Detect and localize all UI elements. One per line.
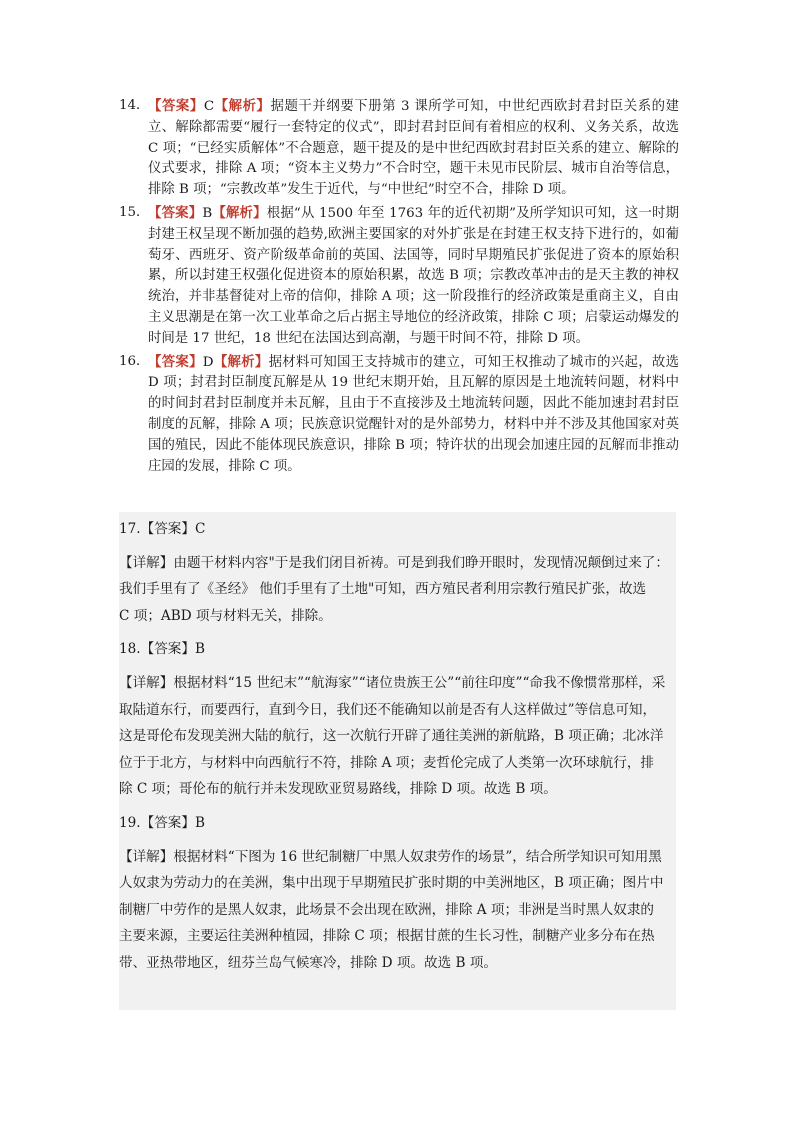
answer-letter: B <box>202 205 213 221</box>
answer-letter: C <box>203 99 215 114</box>
question-19-line: 带、亚热带地区，纽芬兰岛气候寒冷，排除 D 项。故选 B 项。 <box>119 954 498 971</box>
question-17-heading: 17.【答案】C <box>119 521 206 537</box>
question-18-heading: 18.【答案】B <box>119 641 205 658</box>
question-18-line: 取陆道东行，而要西行，直到今日，我们还不能确知以前是否有人这样做过”等信息可知， <box>119 701 657 718</box>
question-number: 15． <box>119 204 150 220</box>
analysis-tag: 【解析】 <box>213 353 269 370</box>
question-16-explanation <box>119 352 679 478</box>
question-number: 16． <box>119 353 150 369</box>
question-19-line: 人奴隶为劳动力的在美洲，集中出现于早期殖民扩张时期的中美洲地区，B 项正确；图片中 <box>119 875 664 892</box>
answers-lower-section <box>119 512 676 1010</box>
question-number: 14． <box>119 98 150 113</box>
question-17-line: 【详解】由题干材料内容"于是我们闭目祈祷。可是到我们睁开眼时，发现情况颠倒过来了： <box>119 554 669 571</box>
answer-tag: 【答案】 <box>148 98 204 114</box>
question-19-line: 【详解】根据材料“下图为 16 世纪制糖厂中黑人奴隶劳作的场景”，结合所学知识可知用黑 <box>119 848 662 865</box>
question-17-line: C 项；ABD 项与材料无关，排除。 <box>119 607 332 624</box>
explanation-text: 根据“从 1500 年至 1763 年的近代初期”及所学知识可知，这一时期封建王权呈现不断加强的趋势,欧洲主要国家的对外扩张是在封建王权支持下进行的，如葡萄牙、西班牙、资产阶级革命前的英国、法国等，同时早期殖民扩张促进了资本的原始积累，所以封建王权强化促进资本的原始积累，故选 B 项；宗教改革冲击的是天主教的神权统治，并非基督徒对上帝的信仰，排除 A 项；这一阶段推行的经济政策是重商主义，自由主义思潮是在第一次工业革命之后占据主导地位的经济政策，排除 C 项；启蒙运动爆发的时间是 17 世纪，18 世纪在法国达到高潮，与题干时间不符，排除 D 项。 <box>148 205 680 346</box>
answer-tag: 【答案】 <box>148 204 203 221</box>
question-15-explanation <box>119 203 679 350</box>
analysis-tag: 【解析】 <box>212 204 267 221</box>
question-18-line: 除 C 项；哥伦布的航行并未发现欧亚贸易路线，排除 D 项。故选 B 项。 <box>119 781 557 798</box>
question-19-heading: 19.【答案】B <box>119 814 205 831</box>
answers-upper-section <box>119 96 679 479</box>
question-14-explanation <box>119 96 679 201</box>
question-18-line: 这是哥伦布发现美洲大陆的航行，这一次航行开辟了通往美洲的新航路，B 项正确；北冰洋 <box>119 728 664 745</box>
answer-letter: D <box>202 354 214 370</box>
question-17-line: 我们手里有了《圣经》 他们手里有了土地"可知，西方殖民者利用宗教行殖民扩张，故选 <box>119 581 647 598</box>
analysis-tag: 【解析】 <box>214 98 271 114</box>
explanation-text: 据题干并纲要下册第 3 课所学可知，中世纪西欧封君封臣关系的建立、解除都需要“履行一套特定的仪式”，即封君封臣间有着相应的权利、义务关系，故选 C 项；“已经实质解体”不合题意，题干提及的是中世纪西欧封君封臣关系的建立、解除的仪式要求，排除 A 项；“资本主义势力”不合时空，题干未见市民阶层、城市自治等信息，排除 B 项；“宗教改革”发生于近代，与“中世纪”时空不合，排除 D 项。 <box>148 99 680 198</box>
question-18-line: 位于于北方，与材料中向西航行不符，排除 A 项；麦哲伦完成了人类第一次环球航行，排 <box>119 754 655 771</box>
question-18-line: 【详解】根据材料“15 世纪末”“航海家”“诸位贵族王公”“前往印度”“命我不像惯常那样，采 <box>119 674 666 691</box>
answer-tag: 【答案】 <box>148 353 203 370</box>
question-19-line: 制糖厂中劳作的是黑人奴隶，此场景不会出现在欧洲，排除 A 项；非洲是当时黑人奴隶的 <box>119 901 655 918</box>
explanation-text: 据材料可知国王支持城市的建立，可知王权推动了城市的兴起，故选 D 项；封君封臣制度瓦解是从 19 世纪末期开始，且瓦解的原因是土地流转问题，材料中的时间封君封臣制度并未瓦解，且由于不直接涉及土地流转问题，因此不能加速封君封臣制度的瓦解，排除 A 项；民族意识觉醒针对的是外部势力，材料中并不涉及其他国家对英国的殖民，因此不能体现民族意识，排除 B 项；特许状的出现会加速庄园的瓦解而非推动庄园的发展，排除 C 项。 <box>148 354 680 474</box>
question-19-line: 主要来源，主要运往美洲种植园，排除 C 项；根据甘蔗的生长习性，制糖产业多分布在热 <box>119 928 655 945</box>
